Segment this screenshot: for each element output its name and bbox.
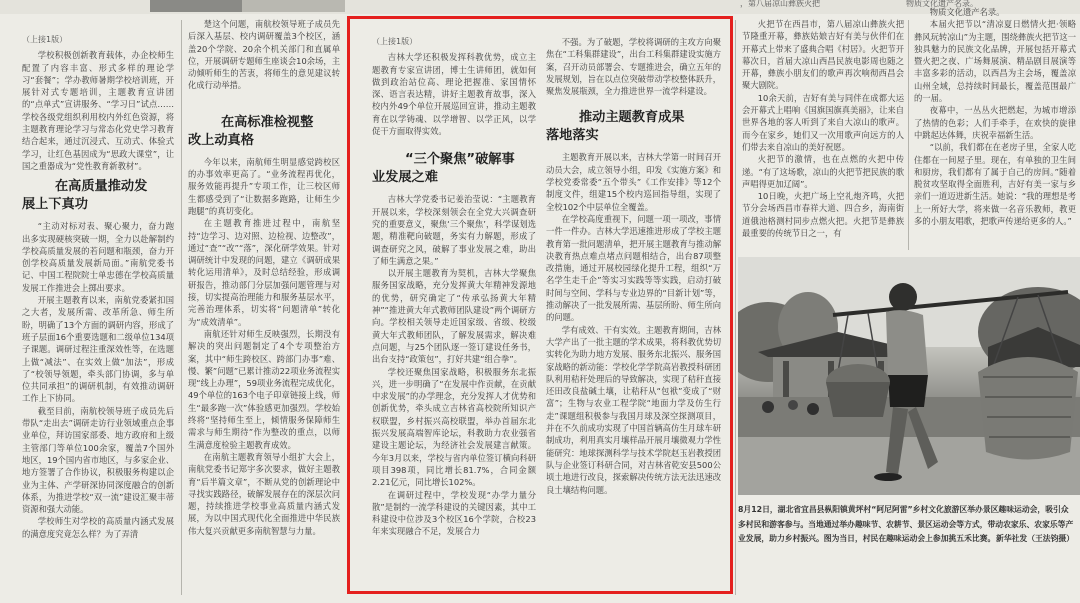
column-divider xyxy=(735,20,736,595)
top-text-right-2: 物质文化遗产名录。 xyxy=(906,0,978,8)
section-heading xyxy=(372,151,536,187)
paragraph: 在南航主题教育领导小组扩大会上，南航党委书记郑宇多次要求，做好主题教育“后半篇文章”，不断从党的创新理论中寻找实践路径，破解发展存在的深层次问题，持续推进学校事业高质量内涵式发展，为以中国式现代化全面推进中华民族伟大复兴贡献更多南航智慧与力量。 xyxy=(188,451,340,536)
photo-caption xyxy=(738,503,1074,547)
section-heading xyxy=(546,109,721,145)
paragraph: 在主题教育推进过程中，南航坚持“边学习、边对照、边检视、边整改”，通过“查”“改”“落”，深化研学效果。针对调研统计中发现的问题，建立《调研成果转化运用清单》，及时总结经验，形成调研报告，推动部门分层加强问题管理与对接，切实提高治理能力和服务基层水平，完善治理体系，切实将“问题清单”转化为“成效清单”。 xyxy=(188,218,340,327)
paragraph: 夜幕中，一丛丛火把燃起，为城市增添了热情的色彩；人们手牵手，在欢快的旋律中跳起达体舞，庆祝幸福新生活。 xyxy=(914,105,1076,140)
section-heading xyxy=(22,178,174,214)
paragraph: 火把节的激情，也在点燃的火把中传递。“有了这场歌，凉山的火把节把民族的歌声唱得更加辽阔”。 xyxy=(742,154,904,189)
continued-tag: （上接1版） xyxy=(372,37,418,46)
heading-line-2: 落地落实 xyxy=(546,128,599,144)
news-photo xyxy=(738,257,1080,495)
heading-line-1: 推动主题教育成果 xyxy=(579,110,685,126)
paragraph: 今年以来，南航师生明显感觉跨校区的办事效率更高了。“业务流程再优化，服务效能再提升”专项工作，让三校区师生都感受到了“让数据多跑路，让师生少跑腿”的真切变化。 xyxy=(188,156,340,216)
paragraph: “以前，我们都在在老房子里，全家人吃住都在一间屋子里。现在，有单独的卫生间和厨房，我们都有了属于自己的房间。”随着脱贫攻坚取得全面胜利，吉好有美一家与乡亲们一道迈进新生活。她说：“我的理想是考上一所好大学，将来做一名音乐教师，教更多的小朋友唱歌，把歌声传递给更多的人。” xyxy=(914,142,1076,227)
article-column-3 xyxy=(372,36,536,588)
paragraph: 10余天前，吉好有美与同伴在成都大运会开幕式上唱响《国旗国旗真美丽》，让来自世界各地的客人听到了来自大凉山的歌声。而今在家乡，她们又一次用歌声向远方的人们带去来自凉山的美好祝愿。 xyxy=(742,92,904,152)
heading-line-2: 改上动真格 xyxy=(188,132,254,148)
article-column-5 xyxy=(742,18,904,253)
paragraph: 学校还聚焦国家战略，积极服务东北振兴，进一步明确了“在发展中作贡献，在贡献中求发展”的办学理念，充分发挥人才优势和创新优势，牵头成立吉林省高校院所知识产权联盟，乡村振兴高校联盟，举办首届东北振兴发展高端智库论坛，科教助力农业强省建设主题论坛，为经济社会发展建言献策。今年3月以来，学校与省内单位签订横向科研项目398项，同比增长81.7%，合同金额2.21亿元，同比增长102%。 xyxy=(372,366,536,488)
article-column-6 xyxy=(914,6,1076,253)
heading-line-1: “三个聚焦”破解事 xyxy=(405,152,515,168)
paragraph: 截至目前，南航校领导班子成员先后带队“走出去”调研走访行业领域重点企事业单位，拜访国家部委、地方政府和上级主管部门等单位100余家，覆盖7个国外地区，19个国内省市地区，与多家企业、地方签署了合作协议，积极服务构建以企业为主体、产学研深协同深度融合的创新体系，为推进学校“双一流”建设汇聚丰蒂资源和强大动能。 xyxy=(22,405,174,515)
top-image-strip-right xyxy=(242,0,345,12)
paragraph: 楚这个问题，南航校领导班子成员先后深入基层、校内调研覆盖3个校区，涵盖20个学院、20余个机关部门和直属单位，开展调研专题师生座谈会10余场，主动倾听师生的苦衷，将师生的意见建议转化成行动举措。 xyxy=(188,19,340,91)
photo-illustration xyxy=(738,257,1080,495)
paragraph: 火把节在西昌市，第八届凉山彝族火把节隆重开幕，彝族姑娘吉好有美与伙伴们在开幕式上带来了盛典合唱《村居》。火把节开幕次日，首届大凉山西昌民族电影周也随之开幕，彝族小朋友们的歌声再次响彻西昌会聚大剧院。 xyxy=(742,19,904,91)
paragraph: 学校师生对学校的高质量内涵式发展的满意度究竟怎么样？为了弄清 xyxy=(22,516,174,539)
paragraph: 学有成效、干有实效。主题教育期间，吉林大学产出了一批主题的学术成果，将科教优势切实转化为助力地方发展、服务东北振兴、服务国家战略的新动能：学校化学学院高岩教授科研团队利用秸秆处理后的导致解决，实现了秸秆直接还田改良盐碱土壤，让秸秆从“包袱”变成了“财富”；生物与农业工程学院“地面力学及仿生行走”课题组积极参与我国月球及深空探测项目，并在不久前成功实现了中国首辆高仿生月球车研制成功，利用真实月壤样品开展月壤微观力学性能研究：地球探测科学与技术学院赵玉岩教授团队与企业签订科研合同，对吉林省乾安县500公顷土地进行改良，探索解决传统方法无法迅速改良土壤结构问题。 xyxy=(546,324,721,495)
paragraph: 物质文化遗产名录。 xyxy=(929,7,1005,17)
caption-text: 8月12日，湖北省宜昌县枞阳镇黄坪村“阿尼阿雷”乡村文化旅游区举办景区趣味运动会，吸引众多村民和游客参与。当地通过举办趣味节、农耕节、景区运动会等方式，带动农家乐、农家乐等产业发展，助力乡村振兴。图为当日，村民在趣味运动会上参加挑五禾比赛。 xyxy=(738,505,1074,543)
paragraph: 以开展主题教育为契机，吉林大学聚焦服务国家战略，充分发挥黄大年精神发源地的优势，研究确定了“传承弘扬黄大年精神”“推进黄大年式教师团队建设”两个调研方向。学校相关领导走近国家级、省级、校级黄大年式教师团队，了解发展需求，解决难点问题，与25个团队逐一签订建设任务书，出台支持“政策包”，打好共建“组合拳”。 xyxy=(372,268,536,365)
paragraph: 开展主题教育以来，南航党委紧扣国之大者，发展所需、改革所急、师生所盼，明确了13个方面的调研内容，形成了班子层面16个重要选题和二级单位134项子课题。调研过程注重深效性等，在选题上做“减法”、在实效上做“加法”，形成了“校领导领题，牵头部门协调，多与单位共同承担”的调研机制，有效推动调研工作上下协同。 xyxy=(22,295,174,404)
paragraph: 10日晚，火把广场上空礼炮齐鸣，火把节分会场西昌市春祥大道、四合乡，海南街道俄池格测村同步点燃火把。火把节是彝族最重要的传统节日之一，有 xyxy=(742,191,904,239)
continued-tag: （上接1版） xyxy=(22,35,68,44)
article-column-2 xyxy=(188,18,340,598)
paragraph: 吉林大学党委书记姜治莹说：“主题教育开展以来，学校深刻领会在全党大兴调查研究的重要意义，聚焦‘三个聚焦’，科学谋划选题，精准靶向破题，务实有力解题，形成了调查研究之风，破解了事业发展之难，助出了师生满意之果。” xyxy=(372,194,536,266)
top-text-right: ，第八届凉山彝族火把 xyxy=(740,0,820,8)
article-column-4 xyxy=(546,36,721,588)
heading-line-2: 业发展之难 xyxy=(372,170,438,186)
heading-line-2: 展上下真功 xyxy=(22,197,88,213)
paragraph: “主动对标对表、聚心聚力，奋力跑出多实现硬核突破一期，全力以赴解制约学校高质量发展的若问题和瓶颈，奋力开创学校高质量发展新局面。”南航党委书记、中国工程院院士单忠德在学校高质量发展工作推进会上掷出要求。 xyxy=(22,221,174,293)
paragraph: 本届火把节以“清凉夏日燃情火把·领略彝风玩转凉山”为主题，围绕彝族火把节这一独具魅力的民族文化品牌，开展包括开幕式暨火把之夜、广场舞展演、精品剧目展演等丰富多彩的活动，以西昌为主会场，覆盖凉山州全域，总持续时间最长，覆盖范围最广的一届。 xyxy=(914,19,1076,104)
paragraph: 吉林大学还积极发挥科教优势，成立主题教育专家宣讲团，博士生讲师团，就如何做到政治站位高、理论把握准、家国情怀深、语言表达精，讲好主题教育故事，深入校内外49个单位开展巡回宣讲，推动主题教育在以学铸魂、以学增智、以学正风，以学促干方面取得实效。 xyxy=(372,52,536,137)
article-column-1 xyxy=(22,34,174,599)
heading-line-1: 在高质量推动发 xyxy=(55,179,148,195)
column-divider xyxy=(181,20,182,595)
paragraph: 南航还针对师生反映强烈，长期没有解决的突出问题制定了4个专项整治方案，其中“师生跨校区、跨部门办事”难、慢、繁”问题”已累计推动22项业务流程实现“线上办理”，59项业务流程完成优化，49个单位的163个电子印章链接上线，师生“最多跑一次”体验感更加强烈。学校始终将“坚持师生至上，倾情服务保障师生需求与师生期待”作为整改的重点，以师生满意度检验主题教育成效。 xyxy=(188,328,340,450)
photo-credit: 新华社发（王法钧摄） xyxy=(996,534,1074,543)
paragraph: 学校积极创新教育载体，办企校师生配置了内容丰富、形式多样的理论学习“套餐”；学办教师暑期学校培训班，开展针对式专题培训，主题教育宣讲团的“点单式”宣讲服务、“学习日”试点……学校各级党组织利用校内外红色资源，将主题教育理论学习与常态化党史学习教育结合起来，通过沉浸式、互动式、体验式学习，让红色基因成为“思政大课堂”，让国之重器成为“党性教育新教材”。 xyxy=(22,50,174,171)
paragraph: 在学校高度重视下，问题一项一项改，事情一件一件办。吉林大学迅速推进形成了学校主题教育第一批问题清单，把开展主题教育与推动解决教育热点难点堵点问题相结合，出台87项整改措施，通过开展校园绿化提升工程，组织“万名学生走千企”等实习实践等等实践，启动打破时间与空间、学科与专业边界的“目新计划”等，推动解决了一批发展所需、基层所盼、师生所向的问题。 xyxy=(546,213,721,323)
section-heading xyxy=(188,114,340,150)
heading-line-1: 在高标准检视整 xyxy=(221,114,314,130)
paragraph: 在调研过程中，学校发现“办学力量分散”是制约一流学科建设的关键因素，其中工科建设中位涉及3个校区16个学院，合校23年来实现融合不足，发展合力 xyxy=(372,489,536,537)
column-divider xyxy=(908,20,909,250)
paragraph: 主题教育开展以来，吉林大学第一时间召开动员大会，成立领导小组，印发《实施方案》和学校党委常委“五个带头”《工作安排》等12个制度文件，组建15个校内巡回指导组，实现了全校102个中层单位全覆盖。 xyxy=(546,152,721,212)
paragraph: 不强。为了破题，学校将调研的主攻方向聚焦在“工科集群建设”，出台工科集群建设实施方案，召开动员部署会、专题推进会，确立五年的发展规划，旨在以点位突破带动学校整体跃升，聚焦发展瓶颈，全力推进世界一流学科建设。 xyxy=(546,37,721,97)
